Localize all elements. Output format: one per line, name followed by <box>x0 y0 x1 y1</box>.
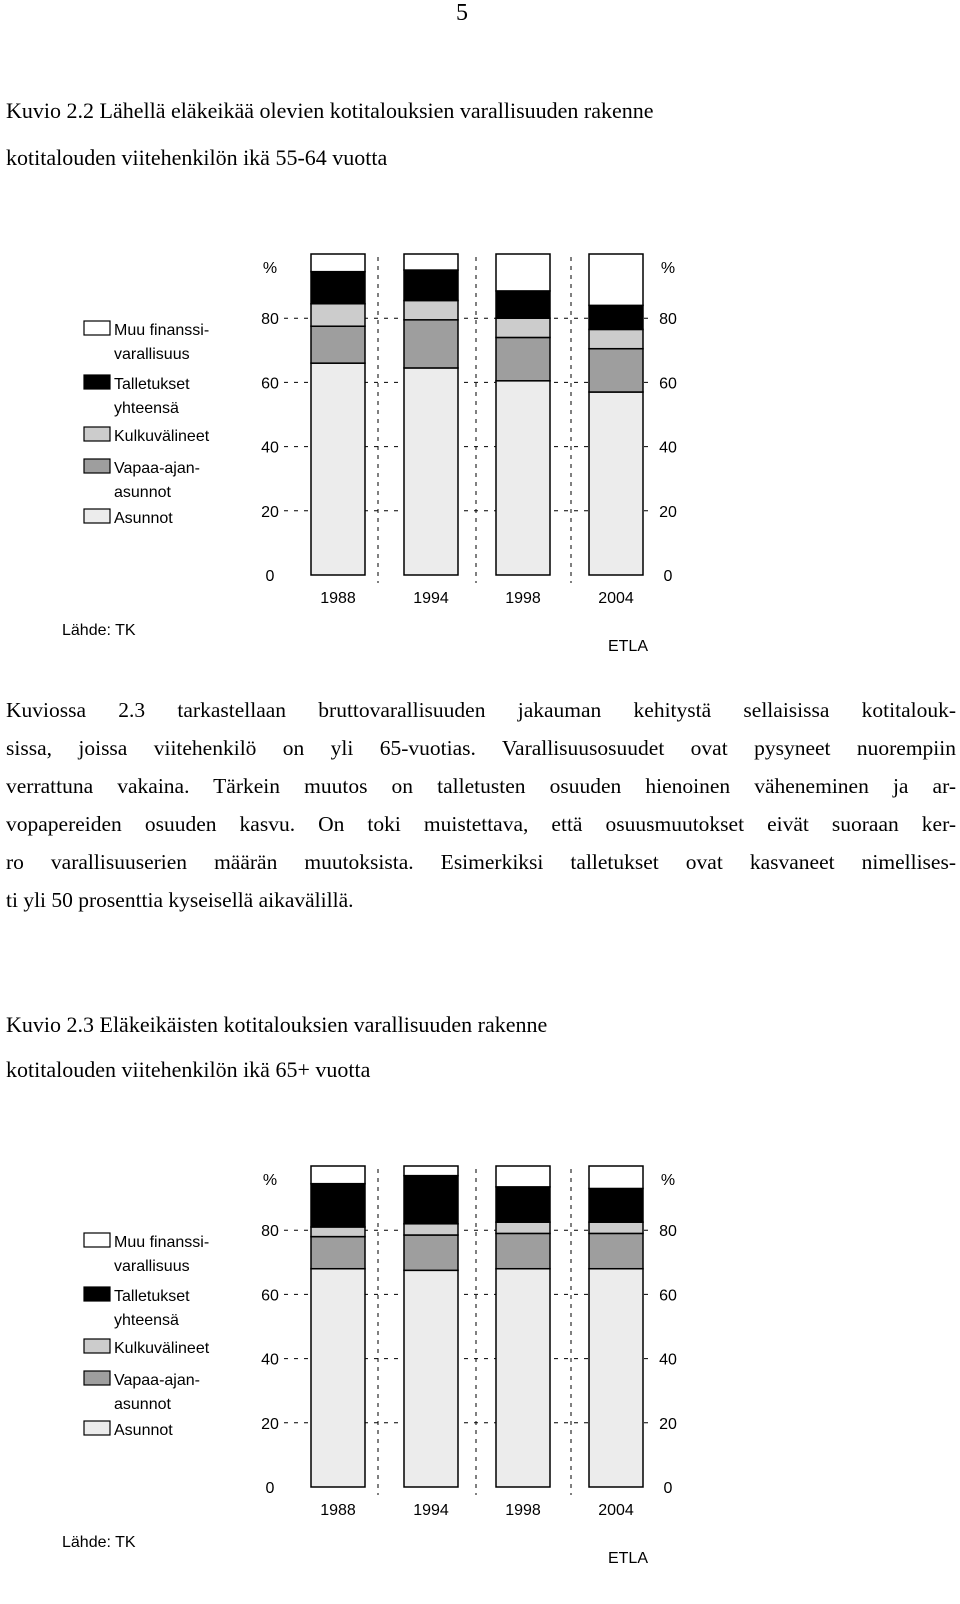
x-tick-label: 1998 <box>505 590 541 607</box>
y-tick-label-left: 40 <box>261 439 279 457</box>
figure-2-title-text: Eläkeikäisten kotitalouksien varallisuuden rakenne <box>99 1012 548 1037</box>
bar-2004 <box>589 254 643 575</box>
bar-segment <box>589 254 643 305</box>
y-tick-label-left: 60 <box>261 1287 279 1305</box>
legend-swatch <box>84 1371 110 1385</box>
bar-segment <box>589 1166 643 1188</box>
y-tick-label-right: 80 <box>659 1223 677 1241</box>
y-tick-label-left: 40 <box>261 1351 279 1369</box>
bar-segment <box>311 1166 365 1184</box>
bar-segment <box>404 1166 458 1176</box>
bar-segment <box>496 254 550 291</box>
y-tick-label-right: 60 <box>659 1287 677 1305</box>
legend-label: Kulkuvälineet <box>114 1340 210 1357</box>
bar-1994 <box>404 1166 458 1487</box>
bar-segment <box>496 1269 550 1487</box>
figure-2-label: Kuvio 2.3 <box>6 1012 94 1037</box>
bar-segment <box>589 349 643 392</box>
bar-1998 <box>496 254 550 575</box>
y-tick-label-left: 0 <box>265 568 275 585</box>
legend-label: Asunnot <box>114 1422 173 1439</box>
bar-segment <box>311 1227 365 1237</box>
source-note: Lähde: TK <box>62 622 136 639</box>
bar-segment <box>311 326 365 363</box>
legend-swatch <box>84 509 110 523</box>
figure-1-title-text: Lähellä eläkeikää olevien kotitalouksien varallisuuden rakenne <box>99 98 654 123</box>
legend-swatch <box>84 1233 110 1247</box>
y-tick-label-left: 0 <box>265 1480 275 1497</box>
y-tick-label-right: 0 <box>663 1480 673 1497</box>
bar-1988 <box>311 1166 365 1487</box>
bar-segment <box>496 1233 550 1268</box>
body-paragraph <box>6 691 956 919</box>
figure-1-title <box>6 98 654 124</box>
figure-1-chart <box>0 245 960 665</box>
legend-swatch <box>84 1287 110 1301</box>
bar-segment <box>589 305 643 329</box>
y-unit-right: % <box>660 1172 676 1189</box>
bar-segment <box>589 1233 643 1268</box>
paragraph-line: Kuviossa 2.3 tarkastellaan bruttovarallisuuden jakauman kehitystä sellaisissa kotitalouk- <box>6 698 956 722</box>
paragraph-line: verrattuna vakaina. Tärkein muutos on talletusten osuuden hienoinen väheneminen ja ar- <box>6 774 956 798</box>
bar-segment <box>496 381 550 575</box>
bar-segment <box>311 304 365 326</box>
paragraph-line: sissa, joissa viitehenkilö on yli 65-vuotias. Varallisuusosuudet ovat pysyneet nuorempiin <box>6 736 956 760</box>
y-tick-label-right: 40 <box>659 1351 677 1369</box>
legend-swatch <box>84 1421 110 1435</box>
bar-segment <box>496 1222 550 1233</box>
bar-segment <box>496 318 550 337</box>
x-tick-label: 2004 <box>598 1502 634 1519</box>
legend-label: asunnot <box>114 1396 171 1413</box>
legend-label: Asunnot <box>114 510 173 527</box>
bar-2004 <box>589 1166 643 1487</box>
y-unit-left: % <box>262 1172 278 1189</box>
bar-segment <box>496 291 550 318</box>
legend-swatch <box>84 427 110 441</box>
y-tick-label-left: 80 <box>261 311 279 329</box>
bar-segment <box>404 1270 458 1487</box>
page-number: 5 <box>456 0 468 26</box>
bar-segment <box>404 1176 458 1224</box>
y-tick-label-left: 80 <box>261 1223 279 1241</box>
legend-label: Vapaa-ajan- <box>114 460 200 477</box>
y-tick-label-right: 20 <box>659 503 677 521</box>
x-tick-label: 2004 <box>598 590 634 607</box>
legend-label: varallisuus <box>114 1258 190 1275</box>
figure-1-subtitle: kotitalouden viitehenkilön ikä 55-64 vuotta <box>6 145 388 170</box>
x-tick-label: 1994 <box>413 590 449 607</box>
bar-1994 <box>404 254 458 575</box>
bar-segment <box>496 1187 550 1222</box>
bar-segment <box>311 1184 365 1227</box>
bar-segment <box>404 301 458 320</box>
figure-2-title <box>6 1012 547 1038</box>
legend-label: yhteensä <box>114 1312 179 1329</box>
paragraph-line: ro varallisuuserien määrän muutoksista. Esimerkiksi talletukset ovat kasvaneet nimellises- <box>6 850 956 874</box>
y-tick-label-left: 20 <box>261 503 279 521</box>
legend-label: Muu finanssi- <box>114 1234 210 1251</box>
legend-label: Vapaa-ajan- <box>114 1372 200 1389</box>
bar-segment <box>589 1222 643 1233</box>
bar-1988 <box>311 254 365 575</box>
legend-swatch <box>84 375 110 389</box>
y-tick-label-left: 20 <box>261 1415 279 1433</box>
bar-segment <box>589 392 643 575</box>
bar-segment <box>404 320 458 368</box>
legend-swatch <box>84 459 110 473</box>
figure-2-chart-svg <box>0 1157 960 1577</box>
y-tick-label-left: 60 <box>261 375 279 393</box>
credit-note: ETLA <box>607 638 649 655</box>
y-unit-right: % <box>660 260 676 277</box>
y-tick-label-right: 80 <box>659 311 677 329</box>
legend-label: varallisuus <box>114 346 190 363</box>
bar-segment <box>311 272 365 304</box>
bar-segment <box>496 337 550 380</box>
bar-segment <box>311 363 365 575</box>
bar-1998 <box>496 1166 550 1487</box>
x-tick-label: 1988 <box>320 1502 356 1519</box>
figure-2-chart <box>0 1157 960 1577</box>
legend-label: Talletukset <box>114 376 190 393</box>
legend-label: Muu finanssi- <box>114 322 210 339</box>
bar-segment <box>589 329 643 348</box>
bar-segment <box>589 1188 643 1222</box>
paragraph-line: vopapereiden osuuden kasvu. On toki muistettava, että osuusmuutokset eivät suoraan ker- <box>6 812 956 836</box>
x-tick-label: 1998 <box>505 1502 541 1519</box>
legend-label: yhteensä <box>114 400 179 417</box>
bar-segment <box>311 1237 365 1269</box>
y-tick-label-right: 40 <box>659 439 677 457</box>
legend-label: asunnot <box>114 484 171 501</box>
x-tick-label: 1988 <box>320 590 356 607</box>
bar-segment <box>404 1235 458 1270</box>
x-tick-label: 1994 <box>413 1502 449 1519</box>
bar-segment <box>496 1166 550 1187</box>
y-unit-left: % <box>262 260 278 277</box>
bar-segment <box>589 1269 643 1487</box>
paragraph-line: ti yli 50 prosenttia kyseisellä aikavälillä. <box>6 888 354 912</box>
bar-segment <box>311 1269 365 1487</box>
legend-label: Kulkuvälineet <box>114 428 210 445</box>
legend-label: Talletukset <box>114 1288 190 1305</box>
credit-note: ETLA <box>607 1550 649 1567</box>
legend-swatch <box>84 1339 110 1353</box>
bar-segment <box>404 270 458 300</box>
bar-segment <box>311 254 365 272</box>
figure-1-label: Kuvio 2.2 <box>6 98 94 123</box>
bar-segment <box>404 1224 458 1235</box>
y-tick-label-right: 60 <box>659 375 677 393</box>
source-note: Lähde: TK <box>62 1534 136 1551</box>
figure-2-subtitle: kotitalouden viitehenkilön ikä 65+ vuotta <box>6 1057 371 1082</box>
figure-1-chart-svg <box>0 245 960 665</box>
y-tick-label-right: 20 <box>659 1415 677 1433</box>
y-tick-label-right: 0 <box>663 568 673 585</box>
bar-segment <box>404 368 458 575</box>
bar-segment <box>404 254 458 270</box>
legend-swatch <box>84 321 110 335</box>
